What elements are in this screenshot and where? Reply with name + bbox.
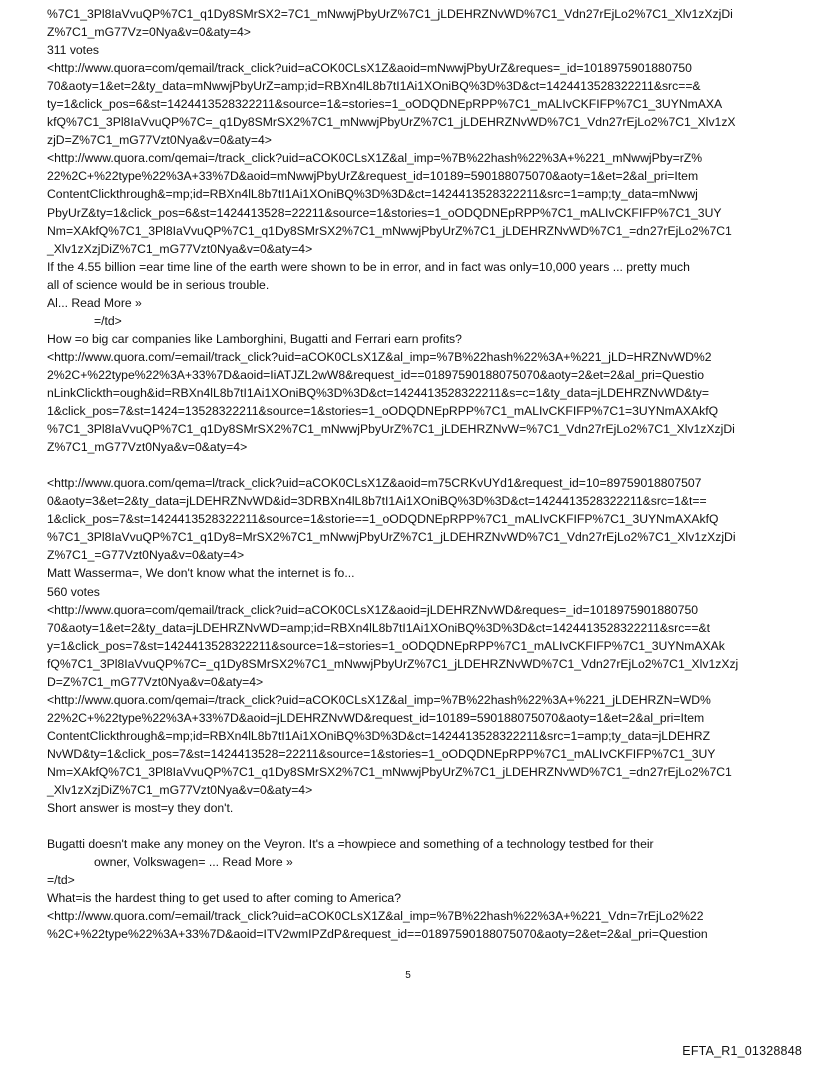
text-line: =/td> — [94, 313, 122, 328]
text-line: NvWD&ty=1&click_pos=7&st=1424413528=22211&source=1&stories=1_oODQDNEpRPP%7C1_mALIvCKFIFP%7C1_3UY — [47, 746, 716, 761]
blank-line — [47, 817, 771, 835]
text-line: Z%7C1_mG77Vzt0Nya&v=0&aty=4> — [47, 440, 248, 455]
text-line: Al... Read More » — [47, 295, 142, 310]
text-line: <http://www.quora.com/qema=l/track_click?uid=aCOK0CLsX1Z&aoid=m75CRKvUYd1&request_id=10=89759018807507 — [47, 476, 702, 491]
text-line: If the 4.55 billion =ear time line of the earth were shown to be in error, and in fact was only=10,000 years ... pretty much — [47, 259, 690, 274]
text-line: How =o big car companies like Lamborghini, Bugatti and Ferrari earn profits? — [47, 331, 462, 346]
text-line: D=Z%7C1_mG77Vzt0Nya&v=0&aty=4> — [47, 674, 264, 689]
text-line: 1&click_pos=7&st=1424413528322211&source=1&storie==1_oODQDNEpRPP%7C1_mALIvCKFIFP%7C1_3UYNmAXAkfQ — [47, 512, 719, 527]
text-line: =/td> — [47, 873, 75, 888]
text-line: 311 votes — [47, 43, 99, 58]
text-line: Bugatti doesn't make any money on the Veyron. It's a =howpiece and something of a technology testbed for their — [47, 837, 654, 852]
text-line: owner, Volkswagen= ... Read More » — [94, 855, 293, 870]
text-line: ty=1&click_pos=6&st=1424413528322211&source=1&=stories=1_oODQDNEpRPP%7C1_mALIvCKFIFP%7C1_3UYNmAXA — [47, 97, 723, 112]
text-line: Matt Wasserma=, We don't know what the internet is fo... — [47, 566, 355, 581]
text-line: 70&aoty=1&et=2&ty_data=jLDEHRZNvWD=amp;id=RBXn4lL8b7tI1Ai1XOniBQ%3D%3D&ct=1424413528322211&src==&t — [47, 620, 711, 635]
text-line: _Xlv1zXzjDiZ%7C1_mG77Vzt0Nya&v=0&aty=4> — [47, 783, 313, 798]
text-line: <http://www.quora.com/qemai=/track_click?uid=aCOK0CLsX1Z&al_imp=%7B%22hash%22%3A+%221_jLDEHRZN=WD% — [47, 692, 711, 707]
text-line: ContentClickthrough&=mp;id=RBXn4lL8b7tI1Ai1XOniBQ%3D%3D&ct=1424413528322211&src=1=amp;ty_data=jLDEHRZ — [47, 728, 711, 743]
text-line: nLinkClickth=ough&id=RBXn4lL8b7tI1Ai1XOniBQ%3D%3D&ct=1424413528322211&s=c=1&ty_data=jLDEHRZNvWD&ty= — [47, 385, 710, 400]
text-line: kfQ%7C1_3Pl8IaVvuQP%7C=_q1Dy8SMrSX2%7C1_mNwwjPbyUrZ%7C1_jLDEHRZNvWD%7C1_Vdn27rEjLo2%7C1_Xlv1zX — [47, 115, 736, 130]
text-line: <http://www.quora=com/qemail/track_click?uid=aCOK0CLsX1Z&aoid=jLDEHRZNvWD&reques=_id=1018975901880750 — [47, 602, 699, 617]
text-line: Short answer is most=y they don't. — [47, 801, 234, 816]
text-line: 2%2C+%22type%22%3A+33%7D&aoid=IiATJZL2wW8&request_id==01897590188075070&aoty=2&et=2&al_pri=Questio — [47, 367, 705, 382]
text-line: fQ%7C1_3Pl8IaVvuQP%7C=_q1Dy8SMrSX2%7C1_mNwwjPbyUrZ%7C1_jLDEHRZNvWD%7C1_Vdn27rEjLo2%7C1_Xlv1zXzj — [47, 656, 739, 671]
text-line: Z%7C1_mG77Vz=0Nya&v=0&aty=4> — [47, 25, 251, 40]
text-line: %2C+%22type%22%3A+33%7D&aoid=ITV2wmIPZdP&request_id==01897590188075070&aoty=2&et=2&al_pri=Question — [47, 927, 708, 942]
text-line: 22%2C+%22type%22%3A+33%7D&aoid=jLDEHRZNvWD&request_id=10189=590188075070&aoty=1&et=2&al_pri=Item — [47, 710, 705, 725]
text-line: 22%2C+%22type%22%3A+33%7D&aoid=mNwwjPbyUrZ&request_id=10189=590188075070&aoty=1&et=2&al_pri=Item — [47, 169, 699, 184]
text-line: <http://www.quora=com/qemail/track_click?uid=aCOK0CLsX1Z&aoid=mNwwjPbyUrZ&reques=_id=1018975901880750 — [47, 61, 692, 76]
text-line: Nm=XAkfQ%7C1_3Pl8IaVvuQP%7C1_q1Dy8SMrSX2%7C1_mNwwjPbyUrZ%7C1_jLDEHRZNvWD%7C1_=dn27rEjLo2%7C1 — [47, 764, 732, 779]
text-line: all of science would be in serious trouble. — [47, 277, 270, 292]
text-line: 560 votes — [47, 584, 100, 599]
text-line: Nm=XAkfQ%7C1_3Pl8IaVvuQP%7C1_q1Dy8SMrSX2%7C1_mNwwjPbyUrZ%7C1_jLDEHRZNvWD%7C1_=dn27rEjLo2%7C1 — [47, 223, 732, 238]
text-line: What=is the hardest thing to get used to after coming to America? — [47, 891, 401, 906]
blank-line — [47, 456, 771, 474]
text-line: <http://www.quora.com/=email/track_click?uid=aCOK0CLsX1Z&al_imp=%7B%22hash%22%3A+%221_jLD=HRZNvWD%2 — [47, 349, 712, 364]
text-line: 70&aoty=1&et=2&ty_data=mNwwjPbyUrZ=amp;id=RBXn4lL8b7tI1Ai1XOniBQ%3D%3D&ct=1424413528322211&src==& — [47, 79, 701, 94]
text-line: zjD=Z%7C1_mG77Vzt0Nya&v=0&aty=4> — [47, 133, 272, 148]
text-line: _Xlv1zXzjDiZ%7C1_mG77Vzt0Nya&v=0&aty=4> — [47, 241, 313, 256]
email-body-text — [47, 5, 771, 943]
text-line: ContentClickthrough&=mp;id=RBXn4lL8b7tI1Ai1XOniBQ%3D%3D&ct=1424413528322211&src=1=amp;ty_data=mNwwj — [47, 187, 698, 202]
text-line: %7C1_3Pl8IaVvuQP%7C1_q1Dy8=MrSX2%7C1_mNwwjPbyUrZ%7C1_jLDEHRZNvWD%7C1_Vdn27rEjLo2%7C1_Xlv1zXzjDi — [47, 530, 736, 545]
text-line: %7C1_3Pl8IaVvuQP%7C1_q1Dy8SMrSX2=7C1_mNwwjPbyUrZ%7C1_jLDEHRZNvWD%7C1_Vdn27rEjLo2%7C1_Xlv1zXzjDi — [47, 7, 733, 21]
text-line: 0&aoty=3&et=2&ty_data=jLDEHRZNvWD&id=3DRBXn4lL8b7tI1Ai1XOniBQ%3D%3D&ct=1424413528322211&src=1&t== — [47, 494, 707, 509]
bates-number: EFTA_R1_01328848 — [682, 1044, 802, 1058]
text-line: Z%7C1_=G77Vzt0Nya&v=0&aty=4> — [47, 548, 245, 563]
text-line: 1&click_pos=7&st=1424=13528322211&source=1&stories=1_oODQDNEpRPP%7C1_mALIvCKFIFP%7C1=3UYNmAXAkfQ — [47, 404, 719, 419]
page-number: 5 — [405, 970, 411, 981]
text-line: PbyUrZ&ty=1&click_pos=6&st=1424413528=22211&source=1&stories=1_oODQDNEpRPP%7C1_mALIvCKFIFP%7C1_3UY — [47, 205, 722, 220]
text-line: <http://www.quora.com/=email/track_click?uid=aCOK0CLsX1Z&al_imp=%7B%22hash%22%3A+%221_Vdn=7rEjLo2%22 — [47, 909, 704, 924]
text-line: %7C1_3Pl8IaVvuQP%7C1_q1Dy8SMrSX2%7C1_mNwwjPbyUrZ%7C1_jLDEHRZNvW=%7C1_Vdn27rEjLo2%7C1_Xlv1zXzjDi — [47, 422, 735, 437]
text-line: y=1&click_pos=7&st=1424413528322211&source=1&=stories=1_oODQDNEpRPP%7C1_mALIvCKFIFP%7C1_3UYNmAXAk — [47, 638, 725, 653]
text-line: <http://www.quora.com/qemai=/track_click?uid=aCOK0CLsX1Z&al_imp=%7B%22hash%22%3A+%221_mNwwjPby=rZ% — [47, 151, 703, 166]
